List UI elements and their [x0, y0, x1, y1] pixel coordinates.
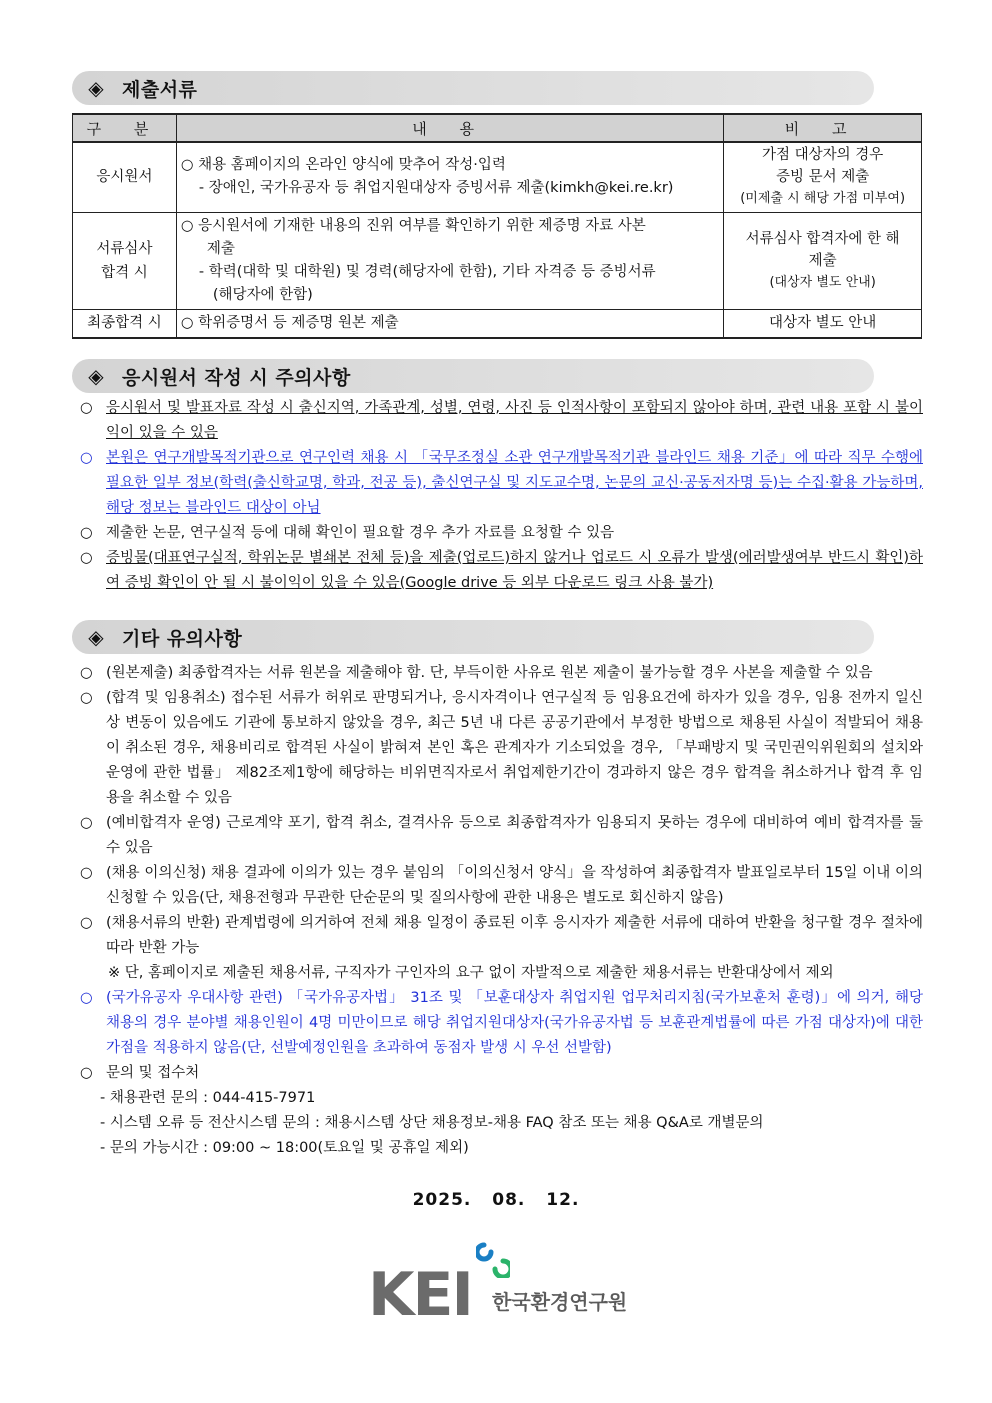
- list-item: ○ 제출한 논문, 연구실적 등에 대해 확인이 필요할 경우 추가 자료를 요청할 수 있음: [80, 525, 615, 541]
- row-note: 서류심사 합격자에 한 해 제출 (대상자 별도 안내): [724, 212, 922, 309]
- contact-line: - 채용관련 문의 : 044-415-7971: [100, 1090, 316, 1106]
- table-row: [73, 142, 922, 212]
- diamond-icon: ◈: [88, 76, 104, 100]
- section-title: 제출서류: [122, 78, 198, 101]
- diamond-icon: ◈: [88, 625, 104, 649]
- list-item: ○ 본원은 연구개발목적기관으로 연구인력 채용 시 「국무조정실 소관 연구개발목적기관 블라인드 채용 기준」에 따라 직무 수행에 필요한 일부 정보(학력(출신학교명, 학과, 전공 등), 출신연구실 및 지도교수명, 논문의 교신·공동저자명 등)는 수집·활용 가능하며, 해당 정보는 블라인드 대상이 아님: [80, 450, 923, 516]
- row-note: 대상자 별도 안내: [724, 309, 922, 338]
- table-header: 구 분: [73, 114, 177, 142]
- list-item: ○ 문의 및 접수처: [80, 1065, 200, 1081]
- contact-line: - 시스템 오류 등 전산시스템 문의 : 채용시스템 상단 채용정보-채용 FAQ 참조 또는 채용 Q&A로 개별문의: [100, 1115, 764, 1131]
- list-item: ○ (합격 및 임용취소) 접수된 서류가 허위로 판명되거나, 응시자격이나 연구실적 등 임용요건에 하자가 있을 경우, 임용 전까지 일신상 변동이 있음에도 기관에 통보하지 않았을 경우, 최근 5년 내 다른 공공기관에서 부정한 방법으로 채용된 사실이 적발되어 채용이 취소된 경우, 채용비리로 합격된 사실이 밝혀져 본인 혹은 관계자가 기소되었을 경우, 「부패방지 및 국민권익위원회의 설치와 운영에 관한 법률」 제82조제1항에 해당하는 비위면직자로서 취업제한기간이 경과하지 않은 경우 합격을 취소하거나 합격 후 임용을 취소할 수 있음: [80, 690, 923, 806]
- list-item: ○ (원본제출) 최종합격자는 서류 원본을 제출해야 함. 단, 부득이한 사유로 원본 제출이 불가능할 경우 사본을 제출할 수 있음: [80, 665, 873, 681]
- row-category: 응시원서: [73, 142, 177, 212]
- row-note: 가점 대상자의 경우 증빙 문서 제출 (미제출 시 해당 가점 미부여): [724, 142, 922, 212]
- section-title: 기타 유의사항: [122, 627, 243, 650]
- documents-table: [72, 113, 922, 339]
- table-row: [73, 212, 922, 309]
- list-item: ○ (채용 이의신청) 채용 결과에 이의가 있는 경우 붙임의 「이의신청서 양식」을 작성하여 최종합격자 발표일로부터 15일 이내 이의신청할 수 있음(단, 채용전형과 무관한 단순문의 및 질의사항에 관한 내용은 별도로 회신하지 않음): [80, 865, 923, 906]
- list-item: ○ 응시원서 및 발표자료 작성 시 출신지역, 가족관계, 성별, 연령, 사진 등 인적사항이 포함되지 않아야 하며, 관련 내용 포함 시 불이익이 있을 수 있음: [80, 400, 923, 441]
- row-content: ○ 응시원서에 기재한 내용의 진위 여부를 확인하기 위한 제증명 자료 사본 제출 - 학력(대학 및 대학원) 및 경력(해당자에 한함), 기타 자격증 등 증빙서류 (해당자에 한함): [176, 212, 723, 309]
- section-header-other: [72, 620, 874, 654]
- section-title: 응시원서 작성 시 주의사항: [122, 366, 351, 389]
- row-content: ○ 학위증명서 등 제증명 원본 제출: [176, 309, 723, 338]
- diamond-icon: ◈: [88, 364, 104, 388]
- table-header: 비 고: [724, 114, 922, 142]
- table-row: [73, 309, 922, 338]
- list-item: ○ (채용서류의 반환) 관계법령에 의거하여 전체 채용 일정이 종료된 이후 응시자가 제출한 서류에 대하여 반환을 청구할 경우 절차에 따라 반환 가능: [80, 915, 923, 956]
- row-content: ○ 채용 홈페이지의 온라인 양식에 맞추어 작성·입력 - 장애인, 국가유공자 등 취업지원대상자 증빙서류 제출(kimkh@kei.re.kr): [176, 142, 723, 212]
- list-item: ○ 증빙물(대표연구실적, 학위논문 별쇄본 전체 등)을 제출(업로드)하지 않거나 업로드 시 오류가 발생(에러발생여부 반드시 확인)하여 증빙 확인이 안 될 시 불이익이 있을 수 있음(Google drive 등 외부 다운로드 링크 사용 불가): [80, 550, 923, 591]
- row-category: 서류심사 합격 시: [73, 212, 177, 309]
- list-item: ○ (예비합격자 운영) 근로계약 포기, 합격 취소, 결격사유 등으로 최종합격자가 임용되지 못하는 경우에 대비하여 예비 합격자를 둘 수 있음: [80, 815, 923, 856]
- logo-mark-icon: [476, 1242, 510, 1278]
- contact-line: - 문의 가능시간 : 09:00 ~ 18:00(토요일 및 공휴일 제외): [100, 1140, 469, 1156]
- table-header: 내 용: [176, 114, 723, 142]
- kei-logo: [368, 1240, 638, 1330]
- logo-org-name: 한국환경연구원: [492, 1290, 628, 1314]
- logo-text: KEI: [368, 1260, 472, 1330]
- row-category: 최종합격 시: [73, 309, 177, 338]
- section-header-caution: [72, 359, 874, 393]
- note-line: ※ 단, 홈페이지로 제출된 채용서류, 구직자가 구인자의 요구 없이 자발적으로 제출한 채용서류는 반환대상에서 제외: [108, 965, 834, 981]
- section-header-docs: [72, 71, 874, 105]
- caution-list: [80, 396, 923, 596]
- list-item: ○ (국가유공자 우대사항 관련) 「국가유공자법」 31조 및 「보훈대상자 취업지원 업무처리지침(국가보훈처 훈령)」에 의거, 해당 채용의 경우 분야별 채용인원이 4명 미만이므로 해당 취업지원대상자(국가유공자법 등 보훈관계법률에 따른 가점 대상자)에 대한 가점을 적용하지 않음(단, 선발예정인원을 초과하여 동점자 발생 시 우선 선발함): [80, 990, 923, 1056]
- other-notes-list: [80, 661, 923, 1161]
- document-date: 2025. 08. 12.: [412, 1190, 580, 1210]
